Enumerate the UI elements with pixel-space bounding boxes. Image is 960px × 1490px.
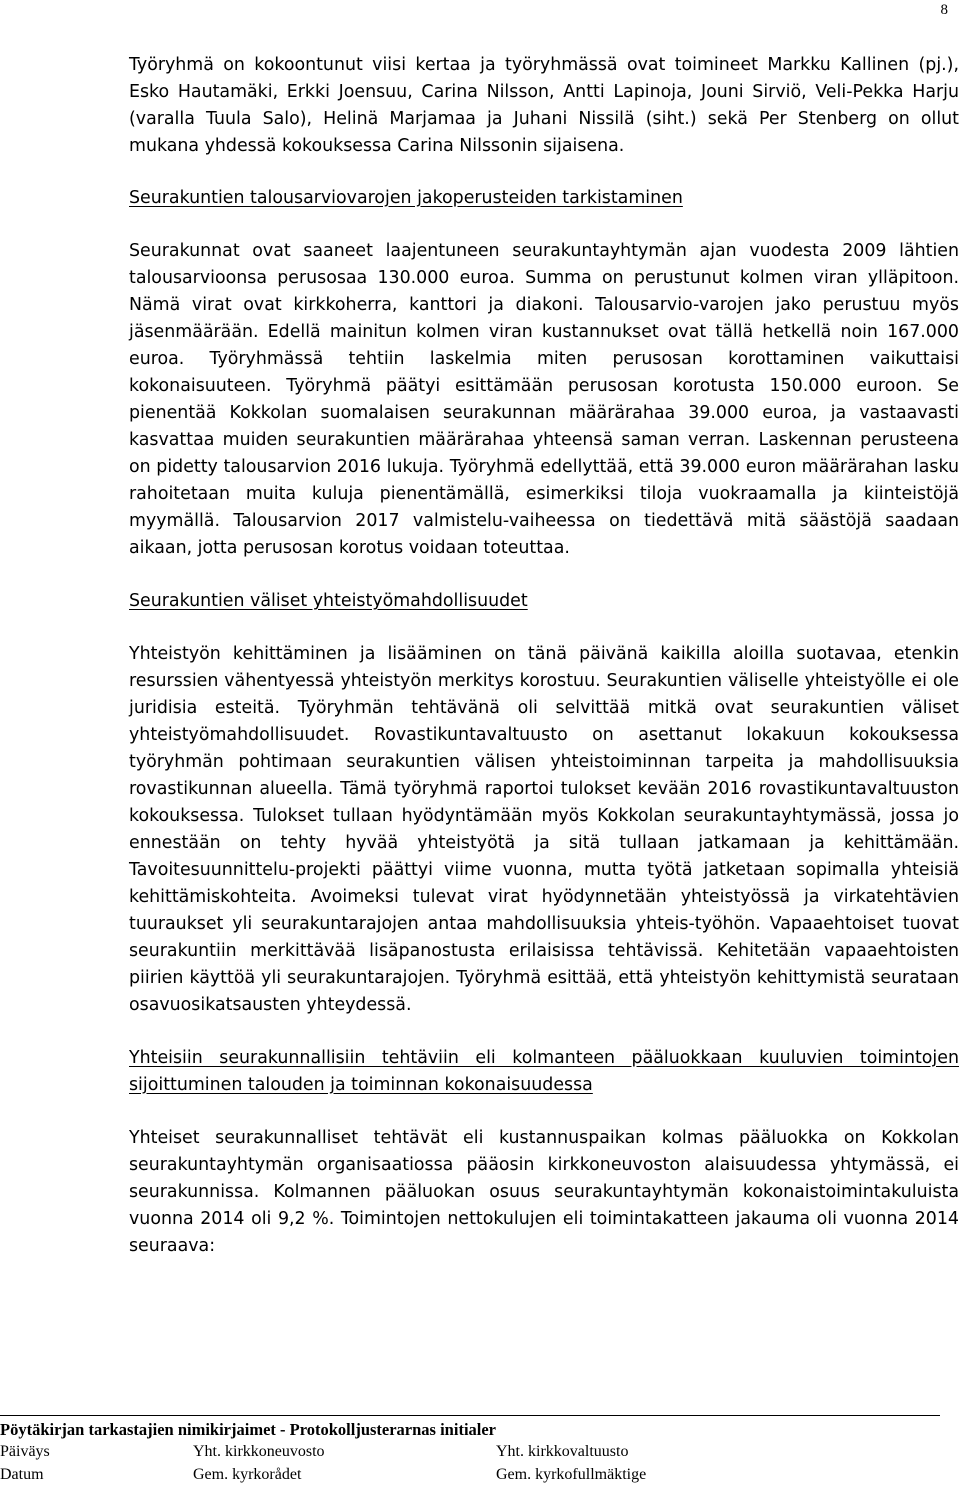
page-number: 8: [940, 2, 948, 18]
section-heading-budget-allocation: Seurakuntien talousarviovarojen jakoperusteiden tarkistaminen: [129, 188, 683, 208]
footer-divider: [0, 1415, 940, 1416]
footer-council-label: Yht. kirkkovaltuusto: [496, 1443, 629, 1460]
footer-kyrkoradet-label: Gem. kyrkorådet: [193, 1466, 302, 1483]
footer-title: Pöytäkirjan tarkastajien nimikirjaimet - Protokolljusterarnas initialer: [0, 1420, 497, 1439]
paragraph-common-tasks: Yhteiset seurakunnalliset tehtävät eli kustannuspaikan kolmas pääluokka on Kokkolan seurakuntayhtymän organisaatiossa pääosin kirkkoneuvoston alaisuudessa yhtymässä, ei seurakunnissa. Kolmannen pääluokan osuus seurakuntayhtymän kokonaistoimintakuluista vuonna 2014 oli 9,2 %. Toimintojen nettokulujen eli toimintakatteen jakauma oli vuonna 2014 seuraava:: [129, 1128, 959, 1256]
paragraph-working-group-members: Työryhmä on kokoontunut viisi kertaa ja työryhmässä ovat toimineet Markku Kallinen (pj.), Esko Hautamäki, Erkki Joensuu, Carina Nilsson, Antti Lapinoja, Jouni Sirviö, Veli-Pekka Harju (varalla Tuula Salo), Helinä Marjamaa ja Juhani Nissilä (siht.) sekä Per Stenberg on ollut mukana yhdessä kokouksessa Carina Nilssonin sijaisena.: [129, 55, 959, 156]
section-heading-cooperation: Seurakuntien väliset yhteistyömahdollisuudet: [129, 591, 528, 611]
document-body: [129, 52, 959, 1260]
footer-board-label: Yht. kirkkoneuvosto: [193, 1443, 325, 1460]
footer-date-label: Päiväys: [0, 1443, 50, 1460]
paragraph-cooperation: Yhteistyön kehittäminen ja lisääminen on tänä päivänä kaikilla aloilla suotavaa, etenkin resurssien vähentyessä yhteistyön merkitys korostuu. Seurakuntien väliselle yhteistyölle ei ole juridisia esteitä. Työryhmän tehtävänä oli selvittää mitkä ovat seurakuntien väliset yhteistyömahdollisuudet. Rovastikuntavaltuusto on asettanut lokakuun kokouksessa työryhmän pohtimaan seurakuntien välisen yhteistoiminnan tarpeita ja mahdollisuuksia rovastikunnan alueella. Tämä työryhmä raportoi tulokset kevään 2016 rovastikuntavaltuuston kokouksessa. Tulokset tullaan hyödyntämään myös Kokkolan seurakuntayhtymässä, jossa jo ennestään on tehty hyvää yhteistyötä ja sitä tullaan jatkamaan ja kehittämään. Tavoitesuunnittelu-projekti päättyi viime vuonna, mutta työtä jatketaan sopimalla yhteisiä kehittämiskohteita. Avoimeksi tulevat virat hyödynnetään yhteistyössä ja virkatehtävien tuuraukset yli seurakuntarajojen antaa mahdollisuuksia yhteis-työhön. Vapaaehtoiset tuovat seurakuntiin merkittävää lisäpanostusta erilaisissa tehtävissä. Kehitetään vapaaehtoisten piirien käyttöä yli seurakuntarajojen. Työryhmä esittää, että yhteistyön kehittymistä seurataan osavuosikatsausten yhteydessä.: [129, 644, 959, 1015]
footer-kyrkofullmaktige-label: Gem. kyrkofullmäktige: [496, 1466, 647, 1483]
footer-datum-label: Datum: [0, 1466, 44, 1483]
paragraph-budget-allocation: Seurakunnat ovat saaneet laajentuneen seurakuntayhtymän ajan vuodesta 2009 lähtien talousarvioonsa perusosaa 130.000 euroa. Summa on perustunut kolmen viran ylläpitoon. Nämä virat ovat kirkkoherra, kanttori ja diakoni. Talousarvio-varojen jako perustuu myös jäsenmäärään. Edellä mainitun kolmen viran kustannukset ovat tällä hetkellä noin 167.000 euroa. Työryhmässä tehtiin laskelmia miten perusosan korottaminen vaikuttaisi kokonaisuuteen. Työryhmä päätyi esittämään perusosan korotusta 150.000 euroon. Se pienentää Kokkolan suomalaisen seurakunnan määrärahaa 39.000 euroa, ja vastaavasti kasvattaa muiden seurakuntien määrärahaa yhteensä saman verran. Laskennan perusteena on pidetty talousarvion 2016 lukuja. Työryhmä edellyttää, että 39.000 euron määrärahan lasku rahoitetaan muita kuluja pienentämällä, esimerkiksi tiloja vuokraamalla ja kiinteistöjä myymällä. Talousarvion 2017 valmistelu-vaiheessa on tiedettävä mitä säästöjä saadaan aikaan, jotta perusosan korotus voidaan toteuttaa.: [129, 241, 959, 558]
section-heading-common-tasks: Yhteisiin seurakunnallisiin tehtäviin eli kolmanteen pääluokkaan kuuluvien toimintojen sijoittuminen talouden ja toiminnan kokonaisuudessa: [129, 1048, 959, 1095]
